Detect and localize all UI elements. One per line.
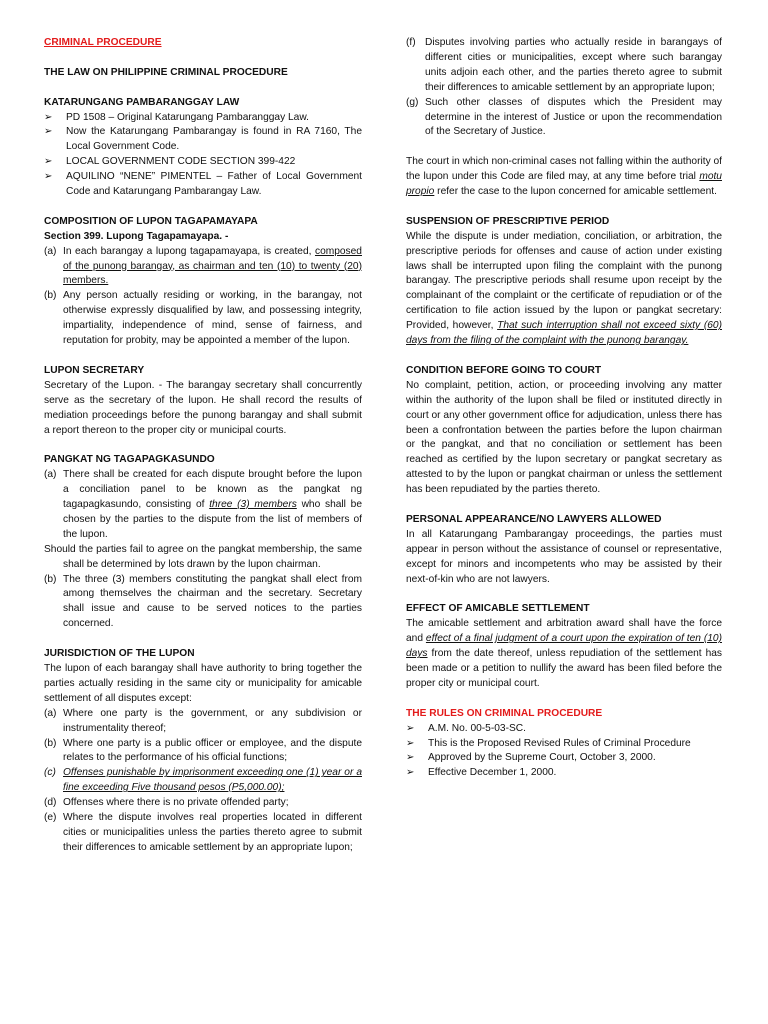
appearance-heading: PERSONAL APPEARANCE/NO LAWYERS ALLOWED <box>406 513 662 525</box>
underlined-text: composed of the punong barangay, as chairman and ten (10) to twenty (20) members. <box>63 245 362 287</box>
pangkat-item-b: (b) The three (3) members constituting the pangkat shall elect from among themselves the chairman and the secretary. Secretary shall issue and cause to be served notices to the parties concerned. <box>44 573 362 630</box>
arrow-bullet-icon: ➢ <box>406 722 415 734</box>
rules-bullet: ➢ A.M. No. 00-5-03-SC. <box>406 722 722 737</box>
document-subtitle: THE LAW ON PHILIPPINE CRIMINAL PROCEDURE <box>44 66 288 78</box>
secretary-paragraph: Secretary of the Lupon. - The barangay secretary shall concurrently serve as the secretary of the lupon. He shall record the results of mediation proceedings before the punong barangay and shall submit a report thereon to the proper city or municipal courts. <box>44 379 362 436</box>
kp-bullet: ➢ Now the Katarungang Pambarangay is found in RA 7160, The Local Government Code. <box>44 125 362 155</box>
jurisdiction-item-a: (a) Where one party is the government, or any subdivision or instrumentality thereof; <box>44 707 362 734</box>
appearance-paragraph: In all Katarungang Pambarangay proceedings, the parties must appear in person without the assistance of counsel or representative, except for minors and incompetents who may be assisted by their next-of-kin who are not lawyers. <box>406 528 722 585</box>
arrow-bullet-icon: ➢ <box>44 171 53 183</box>
rules-bullet: ➢ This is the Proposed Revised Rules of Criminal Procedure <box>406 737 722 752</box>
suspension-paragraph: While the dispute is under mediation, conciliation, or arbitration, the prescriptive periods for offenses and cause of action under existing laws shall be interrupted upon filing the complaint with the punong barangay. The prescriptive periods shall resume upon receipt by the complainant of the complaint or the certificate of repudiation or of the certification to file action issued by the lupon or pangkat secretary: Provided, however, That such interruption shall not exceed sixty (60) days from the filing of the complaint with the punong barangay. <box>406 230 722 347</box>
emphasized-text: That such interruption shall not exceed sixty (60) days from the filing of the complaint with the punong barangay. <box>406 320 722 347</box>
jurisdiction-item-e: (e) Where the dispute involves real properties located in different cities or municipalities unless the parties thereto agree to submit their differences to amicable settlement by an appropriate lupon; <box>44 812 362 853</box>
arrow-bullet-icon: ➢ <box>406 767 415 779</box>
arrow-bullet-icon: ➢ <box>44 111 53 123</box>
kp-bullet: ➢ LOCAL GOVERNMENT CODE SECTION 399-422 <box>44 155 362 170</box>
pangkat-item-a: (a) There shall be created for each dispute brought before the lupon a conciliation panel to be known as the pangkat ng tagapagkasundo, consisting of three (3) members who shall be chosen by the parties to the dispute from the list of members of the lupon. <box>44 469 363 540</box>
rules-bullet: ➢ Approved by the Supreme Court, October 3, 2000. <box>406 751 722 766</box>
effect-paragraph: The amicable settlement and arbitration award shall have the force and effect of a final judgment of a court upon the expiration of ten (10) days from the date thereof, unless repudiation of the settlement has been made or a petition to nullify the award has been filed before the proper city or municipal court. <box>406 618 722 689</box>
pangkat-should-paragraph: Should the parties fail to agree on the pangkat membership, the same shall be determined by lots drawn by the lupon chairman. <box>44 543 362 570</box>
composition-item-a: (a) In each barangay a lupong tagapamayapa, is created, composed of the punong barangay, as chairman and ten (10) to twenty (20) members. <box>44 245 362 287</box>
composition-section: Section 399. Lupong Tagapamayapa. - <box>44 230 229 242</box>
composition-item-b: (b) Any person actually residing or working, in the barangay, not otherwise expressly disqualified by law, and possessing integrity, impartiality, independence of mind, sense of fairness, and reputation for probity, may be appointed a member of the lupon. <box>44 290 362 347</box>
jurisdiction-item-d: (d) Offenses where there is no private offended party; <box>44 797 289 809</box>
arrow-bullet-icon: ➢ <box>406 752 415 764</box>
emphasized-text: three (3) members <box>209 499 297 511</box>
jurisdiction-item-f: (f) Disputes involving parties who actually reside in barangays of different cities or municipalities, except where such barangay units adjoin each other, and the parties thereto agree to submit their differences to amicable settlement by an appropriate lupon; <box>406 37 722 93</box>
jurisdiction-item-g: (g) Such other classes of disputes which the President may determine in the interest of Justice or upon the recommendation of the Secretary of Justice. <box>406 96 722 138</box>
secretary-heading: LUPON SECRETARY <box>44 364 145 376</box>
condition-heading: CONDITION BEFORE GOING TO COURT <box>406 364 602 376</box>
jurisdiction-item-b: (b) Where one party is a public officer or employee, and the dispute relates to the performance of his official functions; <box>44 737 362 764</box>
arrow-bullet-icon: ➢ <box>44 126 53 138</box>
arrow-bullet-icon: ➢ <box>406 737 415 749</box>
composition-heading: COMPOSITION OF LUPON TAGAPAMAYAPA <box>44 215 258 227</box>
document-title: CRIMINAL PROCEDURE <box>44 37 162 48</box>
jurisdiction-item-c: (c) Offenses punishable by imprisonment exceeding one (1) year or a fine exceeding Five thousand pesos (P5,000.00); <box>44 766 362 796</box>
emphasized-text: Offenses punishable by imprisonment exceeding one (1) year or a fine exceeding Five thousand pesos (P5,000.00); <box>63 767 362 794</box>
arrow-bullet-icon: ➢ <box>44 156 53 168</box>
kp-bullet: ➢ PD 1508 – Original Katarungang Pambaranggay Law. <box>44 111 362 126</box>
emphasized-text: effect of a final judgment of a court upon the expiration of ten (10) days <box>406 633 722 660</box>
kp-bullet: ➢ AQUILINO “NENE” PIMENTEL – Father of Local Government Code and Katarungang Pambarangay Law. <box>44 170 362 200</box>
suspension-heading: SUSPENSION OF PRESCRIPTIVE PERIOD <box>406 215 610 227</box>
left-column <box>44 36 362 856</box>
jurisdiction-heading: JURISDICTION OF THE LUPON <box>44 648 195 660</box>
condition-paragraph: No complaint, petition, action, or proceeding involving any matter within the authority of the lupon shall be filed or instituted directly in court or any other government office for adjudication, unless there has been a confrontation between the parties before the lupon chairman or the pangkat, and that no conciliation or settlement has been reached as certified by the lupon secretary or pangkat secretary as attested to by the lupon or pangkat chairman or unless the settlement has been repudiated by the parties thereto. <box>406 379 722 496</box>
kp-heading: KATARUNGANG PAMBARANGGAY LAW <box>44 96 240 108</box>
effect-heading: EFFECT OF AMICABLE SETTLEMENT <box>406 603 590 615</box>
pangkat-heading: PANGKAT NG TAGAPAGKASUNDO <box>44 454 215 466</box>
court-paragraph: The court in which non-criminal cases not falling within the authority of the lupon under this Code are filed may, at any time before trial motu propio refer the case to the lupon concerned for amicable settlement. <box>406 156 722 198</box>
rules-heading: THE RULES ON CRIMINAL PROCEDURE <box>406 707 603 719</box>
emphasized-text: motu propio <box>406 171 722 198</box>
right-column <box>406 36 722 781</box>
jurisdiction-intro: The lupon of each barangay shall have authority to bring together the parties actually residing in the same city or municipality for amicable settlement of all disputes except: <box>44 662 362 704</box>
rules-bullet: ➢ Effective December 1, 2000. <box>406 766 722 781</box>
